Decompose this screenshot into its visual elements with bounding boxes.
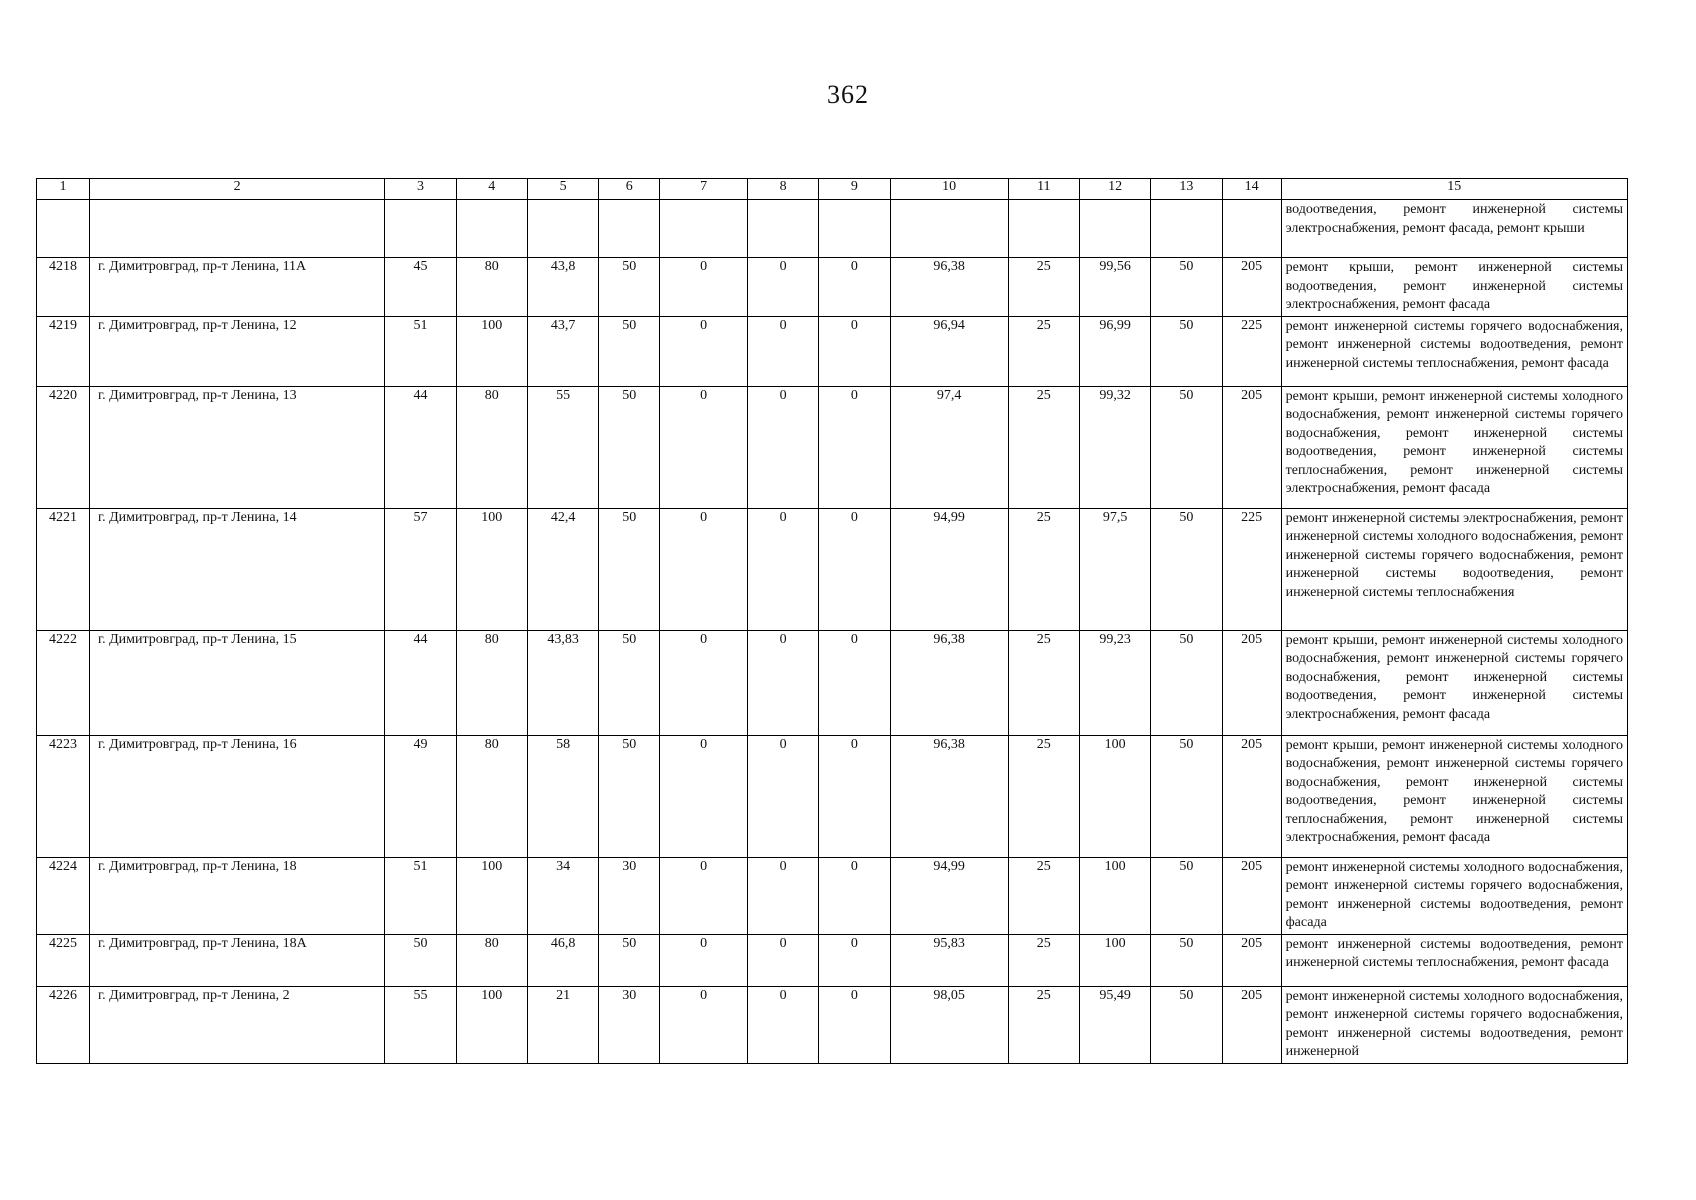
row-number: 4219 [37,316,90,386]
value-cell-c3: 57 [385,508,456,630]
value-cell-c6: 50 [599,630,660,735]
works-cell: ремонт крыши, ремонт инженерной системы холодного водоснабжения, ремонт инженерной системы горячего водоснабжения, ремонт инженерной системы водоотведения, ремонт инженерной системы теплоснабжения, ремонт инженерной системы электроснабжения, ремонт фасада [1281,386,1627,508]
value-cell-c10: 96,38 [890,258,1008,317]
row-number [37,200,90,258]
column-header: 6 [599,179,660,200]
table-row [37,630,1628,735]
value-cell-c14: 225 [1222,316,1281,386]
address-cell [89,200,384,258]
value-cell-c7: 0 [660,986,748,1063]
row-number: 4220 [37,386,90,508]
value-cell-c11 [1008,200,1079,258]
value-cell-c13: 50 [1151,857,1222,934]
row-number: 4223 [37,735,90,857]
value-cell-c10: 96,38 [890,735,1008,857]
value-cell-c5 [527,200,598,258]
value-cell-c14: 205 [1222,735,1281,857]
address-cell: г. Димитровград, пр-т Ленина, 18 [89,857,384,934]
value-cell-c10: 94,99 [890,508,1008,630]
value-cell-c4: 80 [456,630,527,735]
table-row [37,316,1628,386]
value-cell-c11: 25 [1008,735,1079,857]
address-cell: г. Димитровград, пр-т Ленина, 13 [89,386,384,508]
row-number: 4225 [37,934,90,986]
value-cell-c3: 44 [385,386,456,508]
value-cell-c7: 0 [660,934,748,986]
value-cell-c3: 51 [385,316,456,386]
value-cell-c7: 0 [660,735,748,857]
value-cell-c11: 25 [1008,316,1079,386]
column-header: 2 [89,179,384,200]
value-cell-c7: 0 [660,386,748,508]
value-cell-c12 [1079,200,1150,258]
value-cell-c4: 100 [456,316,527,386]
value-cell-c9: 0 [819,316,890,386]
header-row [37,179,1628,200]
column-header: 5 [527,179,598,200]
works-cell: ремонт крыши, ремонт инженерной системы холодного водоснабжения, ремонт инженерной системы горячего водоснабжения, ремонт инженерной системы водоотведения, ремонт инженерной системы электроснабжения, ремонт фасада [1281,630,1627,735]
value-cell-c8: 0 [747,934,818,986]
value-cell-c3: 55 [385,986,456,1063]
value-cell-c6: 50 [599,934,660,986]
row-number: 4224 [37,857,90,934]
value-cell-c12: 99,32 [1079,386,1150,508]
value-cell-c14: 205 [1222,258,1281,317]
value-cell-c12: 97,5 [1079,508,1150,630]
value-cell-c5: 21 [527,986,598,1063]
value-cell-c5: 43,83 [527,630,598,735]
value-cell-c4: 100 [456,986,527,1063]
value-cell-c4 [456,200,527,258]
value-cell-c11: 25 [1008,986,1079,1063]
value-cell-c11: 25 [1008,386,1079,508]
value-cell-c8: 0 [747,857,818,934]
table-row [37,508,1628,630]
value-cell-c3 [385,200,456,258]
value-cell-c4: 80 [456,258,527,317]
address-cell: г. Димитровград, пр-т Ленина, 14 [89,508,384,630]
value-cell-c6: 30 [599,986,660,1063]
address-cell: г. Димитровград, пр-т Ленина, 15 [89,630,384,735]
column-header: 14 [1222,179,1281,200]
value-cell-c8: 0 [747,630,818,735]
value-cell-c3: 44 [385,630,456,735]
value-cell-c13: 50 [1151,986,1222,1063]
value-cell-c8: 0 [747,386,818,508]
column-header: 7 [660,179,748,200]
table-body [37,200,1628,1064]
value-cell-c3: 45 [385,258,456,317]
value-cell-c10 [890,200,1008,258]
value-cell-c3: 49 [385,735,456,857]
table-row [37,258,1628,317]
value-cell-c12: 96,99 [1079,316,1150,386]
column-header: 1 [37,179,90,200]
value-cell-c10: 96,94 [890,316,1008,386]
value-cell-c13: 50 [1151,316,1222,386]
column-header: 11 [1008,179,1079,200]
column-header: 8 [747,179,818,200]
table-row [37,735,1628,857]
value-cell-c4: 80 [456,735,527,857]
value-cell-c14: 205 [1222,857,1281,934]
value-cell-c14: 205 [1222,630,1281,735]
value-cell-c7 [660,200,748,258]
value-cell-c7: 0 [660,258,748,317]
table-row [37,857,1628,934]
table-row [37,934,1628,986]
value-cell-c4: 100 [456,508,527,630]
value-cell-c12: 99,56 [1079,258,1150,317]
address-cell: г. Димитровград, пр-т Ленина, 2 [89,986,384,1063]
address-cell: г. Димитровград, пр-т Ленина, 11А [89,258,384,317]
address-cell: г. Димитровград, пр-т Ленина, 18А [89,934,384,986]
value-cell-c10: 96,38 [890,630,1008,735]
value-cell-c13: 50 [1151,386,1222,508]
address-cell: г. Димитровград, пр-т Ленина, 12 [89,316,384,386]
value-cell-c6: 50 [599,735,660,857]
column-header: 15 [1281,179,1627,200]
value-cell-c13: 50 [1151,508,1222,630]
table-row [37,986,1628,1063]
column-header: 13 [1151,179,1222,200]
works-cell: ремонт инженерной системы водоотведения, ремонт инженерной системы теплоснабжения, ремонт фасада [1281,934,1627,986]
value-cell-c11: 25 [1008,934,1079,986]
value-cell-c13: 50 [1151,630,1222,735]
value-cell-c6: 50 [599,258,660,317]
value-cell-c14: 225 [1222,508,1281,630]
page-number: 362 [827,80,869,109]
value-cell-c5: 58 [527,735,598,857]
value-cell-c5: 46,8 [527,934,598,986]
value-cell-c10: 98,05 [890,986,1008,1063]
value-cell-c6: 50 [599,316,660,386]
value-cell-c3: 51 [385,857,456,934]
value-cell-c9: 0 [819,630,890,735]
value-cell-c10: 95,83 [890,934,1008,986]
works-table [36,178,1628,1064]
value-cell-c8: 0 [747,735,818,857]
value-cell-c8 [747,200,818,258]
column-header: 9 [819,179,890,200]
value-cell-c13: 50 [1151,934,1222,986]
value-cell-c12: 95,49 [1079,986,1150,1063]
value-cell-c9: 0 [819,386,890,508]
value-cell-c9 [819,200,890,258]
value-cell-c8: 0 [747,258,818,317]
value-cell-c4: 80 [456,934,527,986]
works-cell: ремонт инженерной системы электроснабжения, ремонт инженерной системы холодного водоснабжения, ремонт инженерной системы горячего водоснабжения, ремонт инженерной системы водоотведения, ремонт инженерной системы теплоснабжения [1281,508,1627,630]
address-cell: г. Димитровград, пр-т Ленина, 16 [89,735,384,857]
table-row [37,200,1628,258]
value-cell-c11: 25 [1008,508,1079,630]
column-header: 12 [1079,179,1150,200]
value-cell-c5: 42,4 [527,508,598,630]
value-cell-c12: 100 [1079,857,1150,934]
value-cell-c6: 50 [599,508,660,630]
value-cell-c8: 0 [747,986,818,1063]
value-cell-c4: 80 [456,386,527,508]
row-number: 4221 [37,508,90,630]
works-cell: ремонт крыши, ремонт инженерной системы водоотведения, ремонт инженерной системы электроснабжения, ремонт фасада [1281,258,1627,317]
column-header: 4 [456,179,527,200]
value-cell-c9: 0 [819,258,890,317]
value-cell-c4: 100 [456,857,527,934]
value-cell-c13: 50 [1151,258,1222,317]
value-cell-c6 [599,200,660,258]
value-cell-c14 [1222,200,1281,258]
works-cell: водоотведения, ремонт инженерной системы электроснабжения, ремонт фасада, ремонт крыши [1281,200,1627,258]
column-header: 3 [385,179,456,200]
value-cell-c5: 55 [527,386,598,508]
value-cell-c9: 0 [819,857,890,934]
value-cell-c12: 99,23 [1079,630,1150,735]
table-row [37,386,1628,508]
row-number: 4226 [37,986,90,1063]
row-number: 4222 [37,630,90,735]
value-cell-c7: 0 [660,316,748,386]
works-cell: ремонт инженерной системы холодного водоснабжения, ремонт инженерной системы горячего водоснабжения, ремонт инженерной системы водоотведения, ремонт фасада [1281,857,1627,934]
value-cell-c9: 0 [819,508,890,630]
value-cell-c14: 205 [1222,386,1281,508]
value-cell-c11: 25 [1008,857,1079,934]
value-cell-c13 [1151,200,1222,258]
value-cell-c14: 205 [1222,986,1281,1063]
value-cell-c5: 34 [527,857,598,934]
value-cell-c10: 94,99 [890,857,1008,934]
value-cell-c11: 25 [1008,258,1079,317]
value-cell-c5: 43,7 [527,316,598,386]
works-cell: ремонт крыши, ремонт инженерной системы холодного водоснабжения, ремонт инженерной системы горячего водоснабжения, ремонт инженерной системы водоотведения, ремонт инженерной системы теплоснабжения, ремонт инженерной системы электроснабжения, ремонт фасада [1281,735,1627,857]
value-cell-c6: 50 [599,386,660,508]
value-cell-c7: 0 [660,630,748,735]
works-cell: ремонт инженерной системы холодного водоснабжения, ремонт инженерной системы горячего водоснабжения, ремонт инженерной системы водоотведения, ремонт инженерной [1281,986,1627,1063]
value-cell-c7: 0 [660,857,748,934]
value-cell-c5: 43,8 [527,258,598,317]
value-cell-c6: 30 [599,857,660,934]
value-cell-c3: 50 [385,934,456,986]
value-cell-c13: 50 [1151,735,1222,857]
value-cell-c10: 97,4 [890,386,1008,508]
works-cell: ремонт инженерной системы горячего водоснабжения, ремонт инженерной системы водоотведения, ремонт инженерной системы теплоснабжения, ремонт фасада [1281,316,1627,386]
value-cell-c11: 25 [1008,630,1079,735]
column-header: 10 [890,179,1008,200]
value-cell-c9: 0 [819,735,890,857]
value-cell-c12: 100 [1079,934,1150,986]
value-cell-c7: 0 [660,508,748,630]
value-cell-c8: 0 [747,316,818,386]
value-cell-c8: 0 [747,508,818,630]
value-cell-c14: 205 [1222,934,1281,986]
row-number: 4218 [37,258,90,317]
value-cell-c9: 0 [819,934,890,986]
value-cell-c12: 100 [1079,735,1150,857]
value-cell-c9: 0 [819,986,890,1063]
